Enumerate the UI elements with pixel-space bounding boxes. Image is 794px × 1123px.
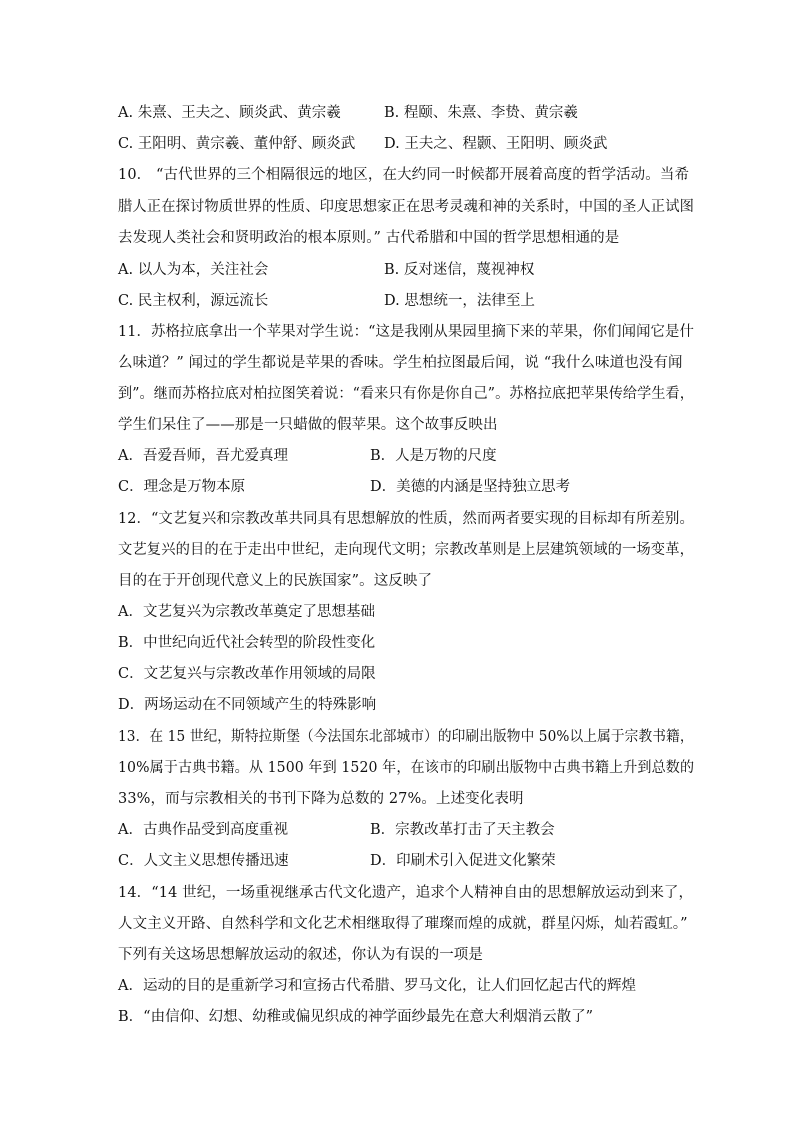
- q12-option-a: A．文艺复兴为宗教改革奠定了思想基础: [118, 604, 375, 620]
- q12-option-d: D．两场运动在不同领域产生的特殊影响: [118, 697, 377, 713]
- q10-stem-line-2: 腊人正在探讨物质世界的性质、印度思想家正在思考灵魂和神的关系时，中国的圣人正试图: [118, 199, 694, 215]
- q11-option-b: B．人是万物的尺度: [370, 448, 497, 464]
- q11-stem-line-4: 学生们呆住了——那是一只蜡做的假苹果。这个故事反映出: [118, 417, 498, 433]
- q14-option-b: B．“由信仰、幻想、幼稚或偏见织成的神学面纱最先在意大利烟消云散了”: [118, 1009, 593, 1025]
- q9-option-a: A. 朱熹、王夫之、顾炎武、黄宗羲: [118, 105, 341, 121]
- q9-option-c: C. 王阳明、黄宗羲、董仲舒、顾炎武: [118, 136, 356, 152]
- q11-stem-line-1: 11．苏格拉底拿出一个苹果对学生说：“这是我刚从果园里摘下来的苹果，你们闻闻它是什: [118, 324, 694, 340]
- q12-option-c: C．文艺复兴与宗教改革作用领域的局限: [118, 666, 376, 682]
- q11-stem-line-2: 么味道？” 闻过的学生都说是苹果的香味。学生柏拉图最后闻，说 “我什么味道也没有闻: [118, 355, 683, 371]
- q10-stem-line-3: 去发现人类社会和贤明政治的根本原则。” 古代希腊和中国的哲学思想相通的是: [118, 230, 620, 246]
- q13-stem-line-3: 33%，而与宗教相关的书刊下降为总数的 27%。上述变化表明: [118, 791, 524, 807]
- q12-stem-line-3: 目的在于开创现代意义上的民族国家”。这反映了: [118, 573, 433, 589]
- q9-option-b: B. 程颐、朱熹、李贽、黄宗羲: [384, 105, 578, 121]
- q13-stem-line-2: 10%属于古典书籍。从 1500 年到 1520 年，在该市的印刷出版物中古典书籍上升到总数的: [118, 760, 695, 776]
- q10-option-c: C. 民主权利，源远流长: [118, 293, 269, 309]
- q13-option-c: C．人文主义思想传播迅速: [118, 853, 289, 869]
- q14-option-a: A．运动的目的是重新学习和宣扬古代希腊、罗马文化，让人们回忆起古代的辉煌: [118, 978, 636, 994]
- q12-option-b: B．中世纪向近代社会转型的阶段性变化: [118, 635, 376, 651]
- q10-option-a: A. 以人为本，关注社会: [118, 262, 269, 278]
- q9-option-d: D. 王夫之、程颢、王阳明、顾炎武: [384, 136, 608, 152]
- q13-option-a: A．古典作品受到高度重视: [118, 822, 288, 838]
- q14-stem-line-3: 下列有关这场思想解放运动的叙述，你认为有误的一项是: [118, 947, 483, 963]
- q10-option-d: D. 思想统一，法律至上: [384, 293, 535, 309]
- q11-option-a: A．吾爱吾师，吾尤爱真理: [118, 448, 288, 464]
- q14-stem-line-2: 人文主义开路、自然科学和文化艺术相继取得了璀璨而煌的成就，群星闪烁，灿若霞虹。”: [118, 916, 688, 932]
- q10-option-b: B. 反对迷信，蔑视神权: [384, 262, 535, 278]
- q10-stem-line-1: 10． “古代世界的三个相隔很远的地区，在大约同一时候都开展着高度的哲学活动。当希: [118, 167, 690, 183]
- q12-stem-line-2: 文艺复兴的目的在于走出中世纪，走向现代文明；宗教改革则是上层建筑领域的一场变革，: [118, 542, 694, 558]
- q11-option-d: D．美德的内涵是坚持独立思考: [370, 479, 571, 495]
- q14-stem-line-1: 14．“14 世纪，一场重视继承古代文化遗产，追求个人精神自由的思想解放运动到来了，: [118, 885, 694, 901]
- q11-stem-line-3: 到”。继而苏格拉底对柏拉图笑着说：“看来只有你是你自己”。苏格拉底把苹果传给学生看，: [118, 386, 694, 402]
- q13-stem-line-1: 13．在 15 世纪，斯特拉斯堡（今法国东北部城市）的印刷出版物中 50%以上属于宗教书籍，: [118, 729, 694, 745]
- q11-option-c: C．理念是万物本原: [118, 479, 246, 495]
- q13-option-b: B．宗教改革打击了天主教会: [370, 822, 555, 838]
- q12-stem-line-1: 12．“文艺复兴和宗教改革共同具有思想解放的性质，然而两者要实现的目标却有所差别。: [118, 511, 694, 527]
- q13-option-d: D．印刷术引入促进文化繁荣: [370, 853, 556, 869]
